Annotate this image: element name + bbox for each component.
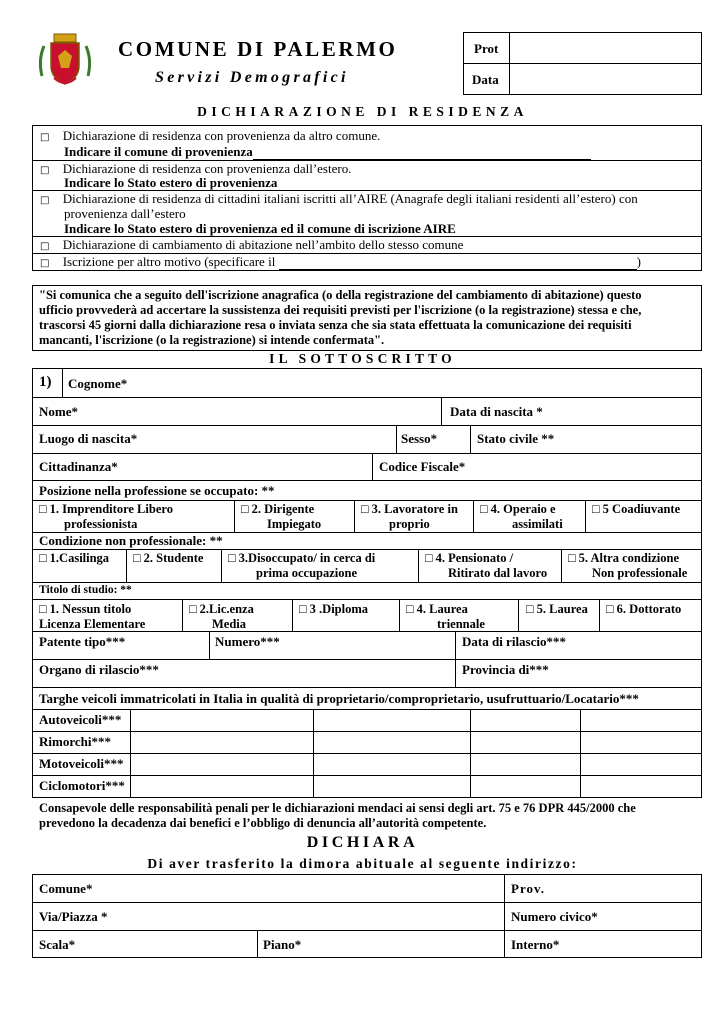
dichiara-heading: DICHIARA: [306, 834, 419, 851]
checkbox-icon[interactable]: □: [40, 165, 50, 176]
option-cambio-abitazione[interactable]: [40, 237, 463, 253]
studio-option-1[interactable]: □ 1. Nessun titolo Licenza Elementare: [39, 602, 146, 631]
checkbox-icon[interactable]: □: [40, 132, 50, 143]
option-estero-label: Dichiarazione di residenza con provenienza dall’estero.: [62, 161, 352, 176]
cognome-field[interactable]: [160, 370, 700, 396]
notice-line-1: "Si comunica che a seguito dell'iscrizione anagrafica (o della registrazione del cambiamento di abitazione) questo: [39, 288, 642, 302]
notice-line-2: ufficio provvederà ad accertare la sussistenza dei requisiti previsti per l'iscrizione (o la registrazione) stessa e che,: [39, 303, 642, 317]
posizione-label: Posizione nella professione se occupato: **: [39, 483, 275, 498]
altro-motivo-field[interactable]: [279, 256, 637, 270]
cognome-label: Cognome*: [68, 376, 128, 391]
prof-option-4[interactable]: □ 4. Operaio e assimilati: [480, 502, 563, 531]
cond-option-4[interactable]: □ 4. Pensionato / Ritirato dal lavoro: [425, 551, 548, 580]
prot-field[interactable]: [510, 33, 701, 62]
consapevole-line-1: Consapevole delle responsabilità penali per le dichiarazioni mendaci ai sensi degli art. 75 e 76 DPR 445/2000 che: [39, 801, 636, 815]
option-altro-motivo[interactable]: □ Iscrizione per altro motivo (specificare il ): [40, 254, 641, 269]
numero-patente-label: Numero***: [215, 634, 280, 649]
option-aire-label-cont: provenienza dall’estero: [64, 206, 186, 221]
option-other-comune-label: Dichiarazione di residenza con provenienza da altro comune.: [62, 128, 381, 143]
checkbox-icon[interactable]: □: [40, 241, 50, 252]
consapevole-line-2: prevedono la decadenza dai benefici e l’obbligo di denuncia all’autorità competente.: [39, 816, 487, 830]
option-aire[interactable]: [40, 191, 638, 207]
rimorchi-label: Rimorchi***: [39, 734, 111, 749]
studio-option-5[interactable]: □ 5. Laurea: [526, 602, 588, 616]
nome-label: Nome*: [39, 404, 78, 419]
form-title: DICHIARAZIONE DI RESIDENZA: [197, 104, 528, 119]
option-cambio-abitazione-label: Dichiarazione di cambiamento di abitazione nell’ambito dello stesso comune: [62, 237, 464, 252]
interno-label: Interno*: [511, 937, 560, 952]
luogo-nascita-label: Luogo di nascita*: [39, 431, 138, 446]
condizione-label: Condizione non professionale: **: [39, 533, 223, 548]
comune-label: Comune*: [39, 881, 93, 896]
stato-estero-field[interactable]: [277, 177, 585, 191]
department-subtitle: Servizi Demografici: [155, 69, 349, 86]
studio-option-3[interactable]: □ 3 .Diploma: [299, 602, 369, 616]
option-estero-instruction: Indicare lo Stato estero di provenienza: [64, 175, 278, 190]
data-field[interactable]: [510, 64, 701, 94]
person-number: 1): [39, 374, 52, 390]
cittadinanza-label: Cittadinanza*: [39, 459, 118, 474]
via-piazza-label: Via/Piazza *: [39, 909, 108, 924]
address-table: [32, 874, 702, 958]
targhe-label: Targhe veicoli immatricolati in Italia in qualità di proprietario/comproprietario, usufruttuario/Locatario***: [39, 691, 639, 706]
prov-label: Prov.: [511, 881, 546, 896]
municipality-title: COMUNE DI PALERMO: [118, 37, 398, 61]
studio-option-2[interactable]: □ 2.Lic.enza Media: [189, 602, 254, 631]
titolo-studio-label: Titolo di studio: **: [39, 584, 132, 596]
option-aire-instruction: Indicare lo Stato estero di provenienza ed il comune di iscrizione AIRE: [64, 221, 456, 236]
data-rilascio-label: Data di rilascio***: [462, 634, 566, 649]
autoveicoli-label: Autoveicoli***: [39, 712, 122, 727]
prot-label: Prot: [474, 41, 499, 56]
data-label: Data: [472, 72, 499, 87]
palermo-coat-of-arms-logo: [36, 32, 94, 88]
option-other-comune-instruction: Indicare il comune di provenienza: [64, 144, 253, 159]
comune-provenienza-field[interactable]: [253, 146, 591, 160]
sesso-label: Sesso*: [401, 431, 438, 446]
data-nascita-label: Data di nascita *: [450, 404, 543, 419]
notice-line-4: mancanti, l'iscrizione (o la registrazione) si intende confermata".: [39, 333, 385, 347]
ciclomotori-label: Ciclomotori***: [39, 778, 125, 793]
codice-fiscale-label: Codice Fiscale*: [379, 459, 466, 474]
option-aire-label: Dichiarazione di residenza di cittadini italiani iscritti all’AIRE (Anagrafe degli italiani residenti all’estero) con: [62, 191, 638, 206]
organo-rilascio-label: Organo di rilascio***: [39, 662, 159, 677]
piano-label: Piano*: [263, 937, 302, 952]
cond-option-2[interactable]: □ 2. Studente: [133, 551, 204, 565]
cond-option-1[interactable]: □ 1.Casilinga: [39, 551, 110, 565]
prof-option-1[interactable]: □ 1. Imprenditore Libero professionista: [39, 502, 173, 531]
prof-option-5[interactable]: □ 5 Coadiuvante: [592, 502, 681, 516]
scala-label: Scala*: [39, 937, 76, 952]
patente-label: Patente tipo***: [39, 634, 126, 649]
option-other-comune[interactable]: [40, 128, 380, 144]
cond-option-5[interactable]: □ 5. Altra condizione Non professionale: [568, 551, 688, 580]
motoveicoli-label: Motoveicoli***: [39, 756, 124, 771]
provincia-rilascio-label: Provincia di***: [462, 662, 549, 677]
section-sottoscritto: IL SOTTOSCRITTO: [269, 351, 456, 366]
option-altro-motivo-label: Iscrizione per altro motivo (specificare il: [62, 254, 276, 269]
notice-line-3: trascorsi 45 giorni dalla dichiarazione resa o inviata senza che sia stata effettuata la comunicazione dei requisiti: [39, 318, 632, 332]
studio-option-4[interactable]: □ 4. Laurea triennale: [406, 602, 485, 631]
cond-option-3[interactable]: □ 3.Disoccupato/ in cerca di prima occupazione: [228, 551, 376, 580]
stato-civile-label: Stato civile **: [477, 431, 555, 446]
dichiara-subheading: Di aver trasferito la dimora abituale al seguente indirizzo:: [147, 856, 578, 871]
checkbox-icon[interactable]: □: [40, 195, 50, 206]
prof-option-3[interactable]: □ 3. Lavoratore in proprio: [361, 502, 458, 531]
checkbox-icon[interactable]: □: [40, 258, 50, 269]
prof-option-2[interactable]: □ 2. Dirigente Impiegato: [241, 502, 322, 531]
numero-civico-label: Numero civico*: [511, 909, 598, 924]
studio-option-6[interactable]: □ 6. Dottorato: [606, 602, 682, 616]
